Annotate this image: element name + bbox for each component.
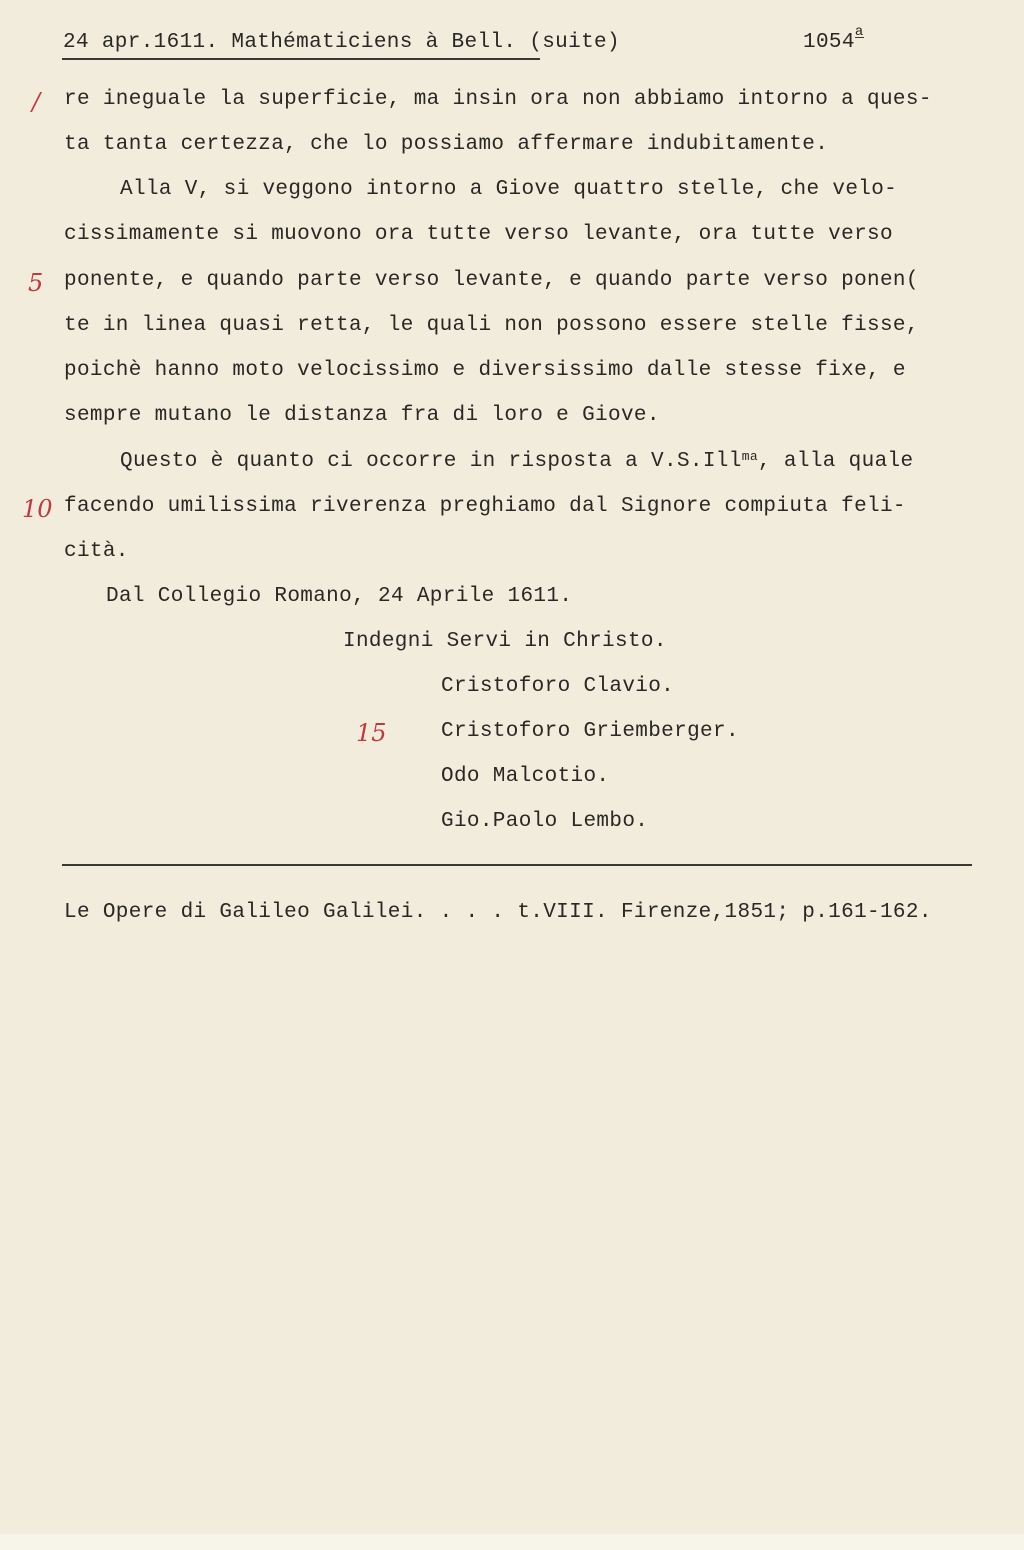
header-title: 24 apr.1611. Mathématiciens à Bell. (suite) (63, 31, 620, 54)
text-line-4: cissimamente si muovono ora tutte verso levante, ora tutte verso (64, 223, 893, 246)
text-line-1: re ineguale la superficie, ma insin ora non abbiamo intorno a ques- (64, 88, 932, 111)
text-line-3: Alla V, si veggono intorno a Giove quattro stelle, che velo- (120, 178, 898, 201)
margin-mark-15: 15 (356, 719, 387, 747)
text-line-6: te in linea quasi retta, le quali non possono essere stelle fisse, (64, 314, 919, 337)
header-underline (62, 58, 540, 60)
margin-mark-1: / (32, 88, 41, 116)
letter-date: Dal Collegio Romano, 24 Aprile 1611. (106, 585, 573, 608)
signatory-3: Odo Malcotio. (441, 765, 610, 788)
closing-line-3: cità. (64, 540, 129, 563)
text-line-8: sempre mutano le distanza fra di loro e Giove. (64, 404, 660, 427)
page-number (803, 24, 864, 56)
margin-mark-5: 5 (28, 269, 44, 297)
signatory-4: Gio.Paolo Lembo. (441, 810, 649, 833)
page-bottom-edge (0, 1534, 1024, 1550)
text-line-7: poichè hanno moto velocissimo e diversissimo dalle stesse fixe, e (64, 359, 906, 382)
closing-text-end: , alla quale (758, 450, 914, 473)
page-number-suffix: a (854, 24, 864, 40)
margin-mark-10: 10 (22, 495, 53, 523)
signatory-2: Cristoforo Griemberger. (441, 720, 739, 743)
closing-line-2: facendo umilissima riverenza preghiamo dal Signore compiuta feli- (64, 495, 906, 518)
text-line-5: ponente, e quando parte verso levante, e quando parte verso ponen( (64, 269, 919, 292)
closing-line-1 (120, 449, 913, 476)
footer-divider (62, 864, 972, 866)
closing-superscript: ma (741, 449, 759, 464)
source-citation: Le Opere di Galileo Galilei. . . . t.VIII. Firenze,1851; p.161-162. (64, 901, 932, 924)
page-number-value: 1054 (803, 31, 855, 54)
text-line-2: ta tanta certezza, che lo possiamo affermare indubitamente. (64, 133, 829, 156)
salutation: Indegni Servi in Christo. (343, 630, 667, 653)
signatory-1: Cristoforo Clavio. (441, 675, 675, 698)
closing-text: Questo è quanto ci occorre in risposta a V.S.Ill (120, 450, 742, 473)
